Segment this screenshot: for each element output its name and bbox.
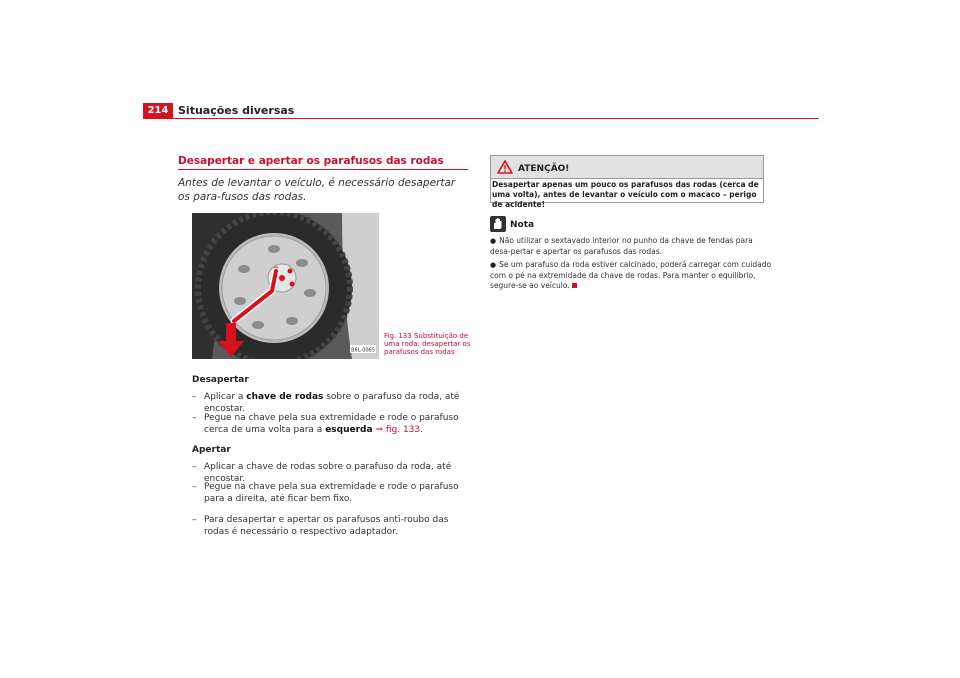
- note-hand-icon: [490, 216, 506, 232]
- wheel-illustration: [192, 213, 379, 359]
- section-title: Desapertar e apertar os parafusos das rodas: [178, 155, 444, 167]
- note-item: ● Não utilizar o sextavado interior no punho da chave de fendas para desa-pertar e apertar os parafusos das rodas.: [490, 236, 753, 256]
- step-desapertar-2: – Pegue na chave pela sua extremidade e rode o parafuso cerca de uma volta para a esquerda ⇒ fig. 133.: [192, 413, 459, 435]
- note-title: Nota: [510, 220, 535, 230]
- end-of-section-mark: [572, 283, 577, 288]
- section-intro: Antes de levantar o veículo, é necessário desapertar os para-fusos das rodas.: [178, 177, 456, 203]
- note-item: ● Se um parafuso da roda estiver calcinado, poderá carregar com cuidado com o pé na extremidade da chave de rodas. Para manter o equilíbrio, segure-se ao veículo.: [490, 260, 772, 290]
- section-rule: [178, 169, 468, 170]
- figure-code: B6L-0065: [351, 347, 375, 354]
- warning-text: Desapertar apenas um pouco os parafusos das rodas (cerca de uma volta), antes de levantar o veículo com o macaco – perigo de acidente!: [492, 180, 759, 209]
- page-number: 214: [143, 103, 173, 118]
- figure-caption: Fig. 133 Substituição de uma roda: desapertar os parafusos das rodas: [384, 332, 471, 356]
- step-apertar-1: – Aplicar a chave de rodas sobre o parafuso da roda, até encostar.: [192, 462, 452, 484]
- wheel-figure: [192, 213, 379, 359]
- running-title: Situações diversas: [178, 104, 295, 117]
- warning-title: ATENÇÃO!: [518, 164, 570, 174]
- step-desapertar-1: – Aplicar a chave de rodas sobre o parafuso da roda, até encostar.: [192, 392, 460, 414]
- step-apertar-2: – Pegue na chave pela sua extremidade e rode o parafuso para a direita, até ficar bem fixo.: [192, 482, 459, 504]
- header-rule: [143, 118, 819, 119]
- subheading-apertar: Apertar: [192, 445, 231, 455]
- step-apertar-3: – Para desapertar e apertar os parafusos anti-roubo das rodas é necessário o respectivo adaptador.: [192, 515, 449, 537]
- warning-triangle-icon: [497, 160, 513, 174]
- figure-link[interactable]: ⇒ fig. 133: [372, 425, 421, 435]
- subheading-desapertar: Desapertar: [192, 375, 249, 385]
